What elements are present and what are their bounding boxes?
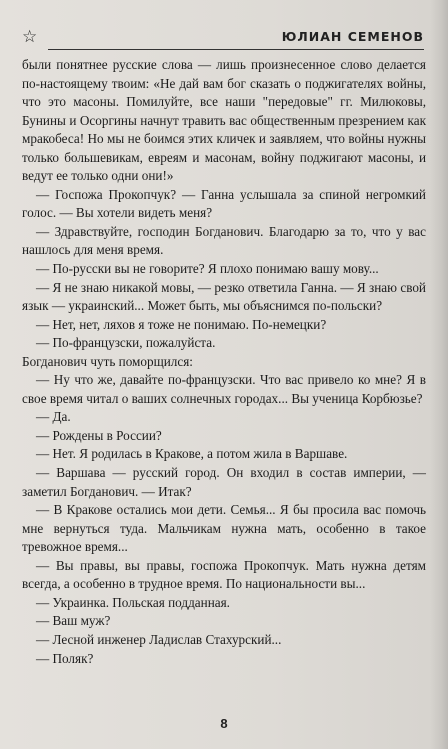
page-number: 8 (220, 716, 228, 731)
paragraph: — По-русски вы не говорите? Я плохо понимаю вашу мову... (36, 261, 379, 277)
page-edge-shadow (430, 0, 448, 749)
star-icon: ☆ (22, 27, 38, 47)
paragraph: Богданович чуть поморщился: (22, 353, 193, 369)
paragraph: — Варшава — русский город. Он входил в состав империи, — заметил Богданович. — Итак? (22, 465, 426, 499)
paragraph: — Здравствуйте, господин Богданович. Благодарю за то, что у вас нашлось для меня время. (22, 223, 426, 258)
paragraph: — Вы правы, вы правы, госпожа Прокопчук. Мать нужна детям всегда, а особенно в трудное время. По национальности вы... (22, 557, 426, 592)
paragraph: — Госпожа Прокопчук? — Ганна услышала за спиной негромкий голос. — Вы хотели видеть меня? (22, 186, 426, 221)
header-rule (48, 49, 424, 50)
body-text (22, 56, 426, 668)
running-head-author: ЮЛИАН СЕМЕНОВ (281, 29, 424, 44)
paragraph: — Нет, нет, ляхов я тоже не понимаю. По-немецки? (36, 316, 327, 332)
page-header (22, 26, 424, 52)
paragraph: — В Кракове остались мои дети. Семья... Я бы просила вас помочь мне вернуться туда. Мальчикам нужна мать, особенно в такое тревожное время... (22, 502, 426, 555)
paragraph: — Ну что же, давайте по-французски. Что вас привело ко мне? Я в свое время читал о ваших солнечных городах... Вы ученица Корбюзье? (22, 372, 426, 406)
paragraph: были понятнее русские слова — лишь произнесенное слово делается по-настоящему твоим: «Не дай вам бог сказать о поджигателях войны, что это масоны. Помилуйте, все наши "передовые" гг. Милюковы, Бунины и Осоргины начнут травить вас общественным презрением как мракобеса! Но мы не боимся этих кличек и заявляем, что войны нужны только большевикам, евреям и масонам, войну поджигают масоны, и ведут ее только одни они!» (22, 57, 426, 184)
paragraph: — Лесной инженер Ладислав Стахурский... (36, 631, 282, 647)
paragraph: — По-французски, пожалуйста. (36, 335, 216, 351)
paragraph: — Рождены в России? (36, 427, 162, 443)
paragraph: — Поляк? (36, 650, 94, 666)
paragraph: — Я не знаю никакой мовы, — резко ответила Ганна. — Я знаю свой язык — украинский... Может быть, мы объяснимся по-польски? (22, 279, 426, 314)
paragraph: — Украинка. Польская подданная. (36, 594, 230, 610)
paragraph: — Ваш муж? (36, 613, 111, 629)
paragraph: — Нет. Я родилась в Кракове, а потом жила в Варшаве. (36, 446, 348, 462)
paragraph: — Да. (36, 409, 71, 425)
